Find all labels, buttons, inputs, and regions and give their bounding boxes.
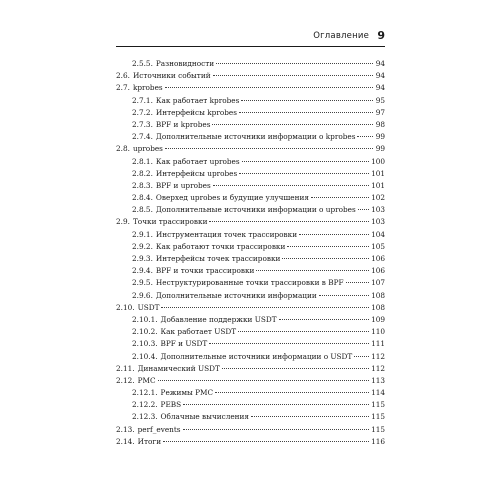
toc-leader-dots xyxy=(319,295,369,296)
toc-entry-number: 2.10.4. xyxy=(132,351,158,361)
toc-entry[interactable] xyxy=(116,131,385,143)
toc-entry-page: 95 xyxy=(375,95,385,105)
toc-entry[interactable] xyxy=(116,95,385,107)
toc-entry[interactable] xyxy=(116,168,385,180)
toc-entry[interactable] xyxy=(116,302,385,314)
toc-leader-dots xyxy=(165,148,373,149)
toc-entry-number: 2.8.4. xyxy=(132,193,153,203)
toc-entry-title: USDT xyxy=(137,302,160,312)
toc-entry-number: 2.8.2. xyxy=(132,168,153,178)
toc-entry[interactable] xyxy=(116,277,385,289)
toc-entry-title: Точки трассировки xyxy=(132,217,208,227)
toc-entry-page: 109 xyxy=(371,314,385,324)
toc-entry-page: 113 xyxy=(371,375,385,385)
toc-entry-page: 112 xyxy=(371,351,385,361)
toc-leader-dots xyxy=(358,209,369,210)
toc-leader-dots xyxy=(161,307,369,308)
toc-entry-number: 2.10.3. xyxy=(132,339,158,349)
toc-entry[interactable] xyxy=(116,399,385,411)
toc-entry-title: BPF и uprobes xyxy=(155,180,211,190)
toc-entry-title: Дополнительные источники информации о kprobes xyxy=(155,132,356,142)
toc-entry-number: 2.7.3. xyxy=(132,119,153,129)
toc-entry-number: 2.10. xyxy=(116,302,135,312)
toc-entry[interactable] xyxy=(116,229,385,241)
toc-entry-number: 2.9.4. xyxy=(132,266,153,276)
toc-entry-page: 101 xyxy=(371,180,385,190)
toc-entry-title: Интерфейсы uprobes xyxy=(155,168,238,178)
page-number: 9 xyxy=(377,29,385,42)
toc-entry-number: 2.12.1. xyxy=(132,388,158,398)
toc-entry[interactable] xyxy=(116,70,385,82)
toc-entry-title: Неструктурированные точки трассировки в BPF xyxy=(155,278,344,288)
toc-entry[interactable] xyxy=(116,326,385,338)
toc-entry-page: 104 xyxy=(371,229,385,239)
toc-entry-page: 94 xyxy=(375,83,385,93)
toc-entry-title: BPF и kprobes xyxy=(155,119,211,129)
toc-entry-title: BPF и точки трассировки xyxy=(155,266,255,276)
toc-entry-page: 108 xyxy=(371,290,385,300)
toc-leader-dots xyxy=(311,197,369,198)
toc-entry-title: Дополнительные источники информации о uprobes xyxy=(155,205,356,215)
toc-entry-page: 103 xyxy=(371,205,385,215)
toc-entry-title: Динамический USDT xyxy=(137,363,220,373)
toc-entry-number: 2.8. xyxy=(116,144,130,154)
toc-entry-title: Добавление поддержки USDT xyxy=(160,314,277,324)
toc-entry[interactable] xyxy=(116,265,385,277)
toc-entry[interactable] xyxy=(116,363,385,375)
toc-leader-dots xyxy=(279,319,369,320)
toc-entry-title: Дополнительные источники информации о USDT xyxy=(160,351,353,361)
toc-leader-dots xyxy=(242,161,369,162)
toc-entry-number: 2.8.5. xyxy=(132,205,153,215)
toc-entry-title: Оверхед uprobes и будущие улучшения xyxy=(155,193,309,203)
toc-leader-dots xyxy=(213,75,373,76)
toc-entry-number: 2.9.5. xyxy=(132,278,153,288)
toc-entry-number: 2.12.2. xyxy=(132,400,158,410)
toc-leader-dots xyxy=(183,404,369,405)
toc-entry-page: 108 xyxy=(371,302,385,312)
toc-leader-dots xyxy=(183,429,370,430)
toc-entry[interactable] xyxy=(116,436,385,448)
toc-leader-dots xyxy=(299,234,369,235)
toc-leader-dots xyxy=(213,185,369,186)
toc-entry-number: 2.10.2. xyxy=(132,327,158,337)
toc-entry[interactable] xyxy=(116,180,385,192)
toc-entry-title: Интерфейсы точек трассировки xyxy=(155,254,281,263)
toc-leader-dots xyxy=(238,331,369,332)
running-header xyxy=(116,30,385,47)
toc-leader-dots xyxy=(287,246,369,247)
toc-entry-page: 101 xyxy=(371,168,385,178)
toc-entry-title: kprobes xyxy=(132,83,163,93)
toc-entry-page: 100 xyxy=(371,156,385,166)
toc-entry-page: 99 xyxy=(375,132,385,142)
toc-entry[interactable] xyxy=(116,338,385,350)
toc-leader-dots xyxy=(215,392,369,393)
toc-entry-page: 98 xyxy=(375,119,385,129)
toc-entry-number: 2.8.1. xyxy=(132,156,153,166)
toc-leader-dots xyxy=(251,416,369,417)
toc-leader-dots xyxy=(165,87,373,88)
toc-entry-title: Дополнительные источники информации xyxy=(155,290,317,300)
toc-entry[interactable] xyxy=(116,107,385,119)
toc-entry-page: 106 xyxy=(371,254,385,263)
toc-entry-title: PEBS xyxy=(160,400,182,410)
toc-entry[interactable] xyxy=(116,375,385,387)
toc-entry-number: 2.8.3. xyxy=(132,180,153,190)
toc-leader-dots xyxy=(357,136,373,137)
toc-entry-title: Режимы PMC xyxy=(160,388,214,398)
toc-entry-title: Разновидности xyxy=(155,59,215,68)
toc-entry-page: 116 xyxy=(371,436,385,446)
toc-entry[interactable] xyxy=(116,119,385,131)
toc-entry[interactable] xyxy=(116,156,385,168)
toc-entry-title: Инструментация точек трассировки xyxy=(155,229,298,239)
toc-entry-title: perf_events xyxy=(137,424,181,434)
toc-entry-title: Итоги xyxy=(137,436,162,446)
toc-entry-number: 2.10.1. xyxy=(132,314,158,324)
toc-entry[interactable] xyxy=(116,253,385,265)
toc-entry-page: 115 xyxy=(371,412,385,422)
toc-leader-dots xyxy=(212,124,373,125)
toc-leader-dots xyxy=(346,282,370,283)
toc-entry[interactable] xyxy=(116,82,385,94)
toc-entry-page: 94 xyxy=(375,59,385,68)
toc-entry-title: Облачные вычисления xyxy=(160,412,249,422)
toc-entry[interactable] xyxy=(116,204,385,216)
toc-entry-number: 2.9.3. xyxy=(132,254,153,263)
toc-entry-page: 110 xyxy=(371,327,385,337)
toc-entry-page: 102 xyxy=(371,193,385,203)
toc-entry[interactable] xyxy=(116,424,385,436)
toc-entry-number: 2.14. xyxy=(116,436,135,446)
toc-entry[interactable] xyxy=(116,314,385,326)
toc-entry-number: 2.11. xyxy=(116,363,135,373)
toc-entry-title: Как работает kprobes xyxy=(155,95,240,105)
toc-entry-page: 103 xyxy=(371,217,385,227)
toc-entry[interactable] xyxy=(116,216,385,228)
toc-entry-number: 2.13. xyxy=(116,424,135,434)
toc-entry-number: 2.7.2. xyxy=(132,107,153,117)
toc-entry-page: 97 xyxy=(375,107,385,117)
toc-leader-dots xyxy=(282,258,369,259)
toc-entry-page: 94 xyxy=(375,71,385,81)
toc-entry-number: 2.9.6. xyxy=(132,290,153,300)
toc-leader-dots xyxy=(163,441,369,442)
toc-entry[interactable] xyxy=(116,58,385,70)
toc-entry-number: 2.7.1. xyxy=(132,95,153,105)
toc-entry[interactable] xyxy=(116,387,385,399)
toc-entry-title: Как работает USDT xyxy=(160,327,237,337)
toc-leader-dots xyxy=(256,270,369,271)
toc-entry-title: Как работает uprobes xyxy=(155,156,240,166)
toc-entry-number: 2.9.1. xyxy=(132,229,153,239)
toc-entry-number: 2.9. xyxy=(116,217,130,227)
toc-entry-page: 111 xyxy=(371,339,385,349)
toc-leader-dots xyxy=(239,112,373,113)
toc-entry-title: PMC xyxy=(137,375,156,385)
toc-entry-page: 112 xyxy=(371,363,385,373)
toc-entry-number: 2.7. xyxy=(116,83,130,93)
toc-leader-dots xyxy=(354,356,369,357)
toc-entry-title: Как работают точки трассировки xyxy=(155,241,286,251)
toc-entry-title: Источники событий xyxy=(132,71,211,81)
toc-entry[interactable] xyxy=(116,290,385,302)
toc-leader-dots xyxy=(239,173,369,174)
toc-entry-page: 114 xyxy=(371,388,385,398)
toc-entry[interactable] xyxy=(116,143,385,155)
toc-entry-title: uprobes xyxy=(132,144,163,154)
toc-leader-dots xyxy=(216,63,373,64)
toc-entry-page: 107 xyxy=(371,278,385,288)
running-header-title: Оглавление xyxy=(313,31,369,41)
toc-entry-page: 99 xyxy=(375,144,385,154)
toc-entry-number: 2.5.5. xyxy=(132,59,153,68)
toc-entry-number: 2.7.4. xyxy=(132,132,153,142)
toc-entry-number: 2.12. xyxy=(116,375,135,385)
toc-entry[interactable] xyxy=(116,351,385,363)
toc-entry-number: 2.9.2. xyxy=(132,241,153,251)
toc-entry[interactable] xyxy=(116,241,385,253)
toc-entry-number: 2.12.3. xyxy=(132,412,158,422)
toc-leader-dots xyxy=(222,368,369,369)
toc-leader-dots xyxy=(241,100,373,101)
toc-entry-title: Интерфейсы kprobes xyxy=(155,107,237,117)
toc-entry-page: 115 xyxy=(371,424,385,434)
table-of-contents xyxy=(116,58,385,448)
toc-leader-dots xyxy=(209,221,369,222)
toc-entry[interactable] xyxy=(116,411,385,423)
toc-entry-number: 2.6. xyxy=(116,71,130,81)
toc-entry-title: BPF и USDT xyxy=(160,339,208,349)
toc-entry-page: 105 xyxy=(371,241,385,251)
toc-leader-dots xyxy=(158,380,370,381)
toc-entry-page: 115 xyxy=(371,400,385,410)
toc-entry-page: 106 xyxy=(371,266,385,276)
toc-entry[interactable] xyxy=(116,192,385,204)
toc-leader-dots xyxy=(209,343,369,344)
